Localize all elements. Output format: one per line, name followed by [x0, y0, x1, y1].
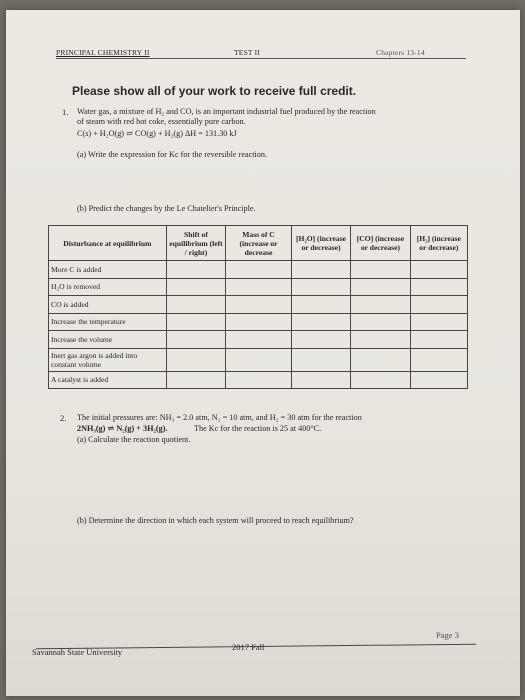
- disturbance-cell: Inert gas argon is added into constant volume: [49, 348, 167, 371]
- test-title: TEST II: [234, 48, 261, 57]
- table-header: Shift of equilibrium (left / right): [166, 226, 225, 261]
- disturbance-cell: H₂O is removed: [49, 278, 167, 296]
- table-header: [CO] (increase or decrease): [351, 226, 410, 261]
- answer-cell[interactable]: [351, 296, 410, 314]
- answer-cell[interactable]: [226, 331, 292, 349]
- disturbance-cell: More C is added: [49, 261, 167, 279]
- answer-cell[interactable]: [291, 371, 350, 389]
- answer-cell[interactable]: [410, 348, 467, 371]
- answer-cell[interactable]: [351, 348, 410, 371]
- answer-cell[interactable]: [410, 313, 467, 331]
- table-header: [H₂O] (increase or decrease): [291, 226, 350, 261]
- table-row: [49, 296, 468, 314]
- answer-cell[interactable]: [351, 371, 410, 389]
- le-chatelier-table: [48, 225, 468, 389]
- answer-cell[interactable]: [291, 296, 350, 314]
- table-row: [49, 278, 468, 296]
- answer-cell[interactable]: [226, 348, 292, 371]
- footer-university: Savannah State University: [32, 647, 123, 657]
- q1-number: 1.: [62, 107, 69, 117]
- table-row: [49, 331, 468, 349]
- answer-cell[interactable]: [351, 331, 410, 349]
- answer-cell[interactable]: [226, 313, 292, 331]
- table-header-row: [49, 226, 468, 261]
- q2-part-b: (b) Determine the direction in which each system will proceed to reach equilibrium?: [77, 516, 354, 525]
- answer-cell[interactable]: [410, 296, 467, 314]
- answer-cell[interactable]: [291, 313, 350, 331]
- answer-cell[interactable]: [291, 261, 350, 279]
- table-row: [49, 313, 468, 331]
- q1-equation: C(s) + H₂O(g) ⇌ CO(g) + H₂(g) ΔH = 131.30 kJ: [77, 129, 237, 138]
- answer-cell[interactable]: [226, 371, 292, 389]
- footer-term: 2017 Fall: [232, 642, 265, 652]
- q1-text-line2: of steam with red hot coke, essentially pure carbon.: [77, 117, 246, 126]
- q2-text-line1: The initial pressures are: NH₃ = 2.0 atm, N₂ = 10 atm, and H₂ = 30 atm for the reaction: [77, 413, 362, 422]
- q1-part-b: (b) Predict the changes by the Le Chatelier's Principle.: [77, 204, 256, 213]
- header-rule: [56, 58, 466, 59]
- table-header: [H₂] (increase or decrease): [410, 226, 467, 261]
- table-header: Disturbance at equilibrium: [49, 226, 167, 261]
- table-row: [49, 348, 468, 371]
- answer-cell[interactable]: [226, 296, 292, 314]
- q1-part-a: (a) Write the expression for Kc for the reversible reaction.: [77, 150, 268, 159]
- exam-page: [6, 10, 520, 696]
- q2-equation: 2NH₃(g) ⇌ N₂(g) + 3H₂(g).: [77, 424, 168, 433]
- answer-cell[interactable]: [351, 313, 410, 331]
- answer-cell[interactable]: [166, 261, 225, 279]
- answer-cell[interactable]: [351, 261, 410, 279]
- answer-cell[interactable]: [166, 348, 225, 371]
- answer-cell[interactable]: [291, 278, 350, 296]
- answer-cell[interactable]: [166, 331, 225, 349]
- answer-cell[interactable]: [166, 313, 225, 331]
- q2-part-a: (a) Calculate the reaction quotient.: [77, 435, 191, 444]
- answer-cell[interactable]: [410, 331, 467, 349]
- table-row: [49, 261, 468, 279]
- disturbance-cell: A catalyst is added: [49, 371, 167, 389]
- answer-cell[interactable]: [226, 261, 292, 279]
- chapters-label: Chapters 13-14: [376, 48, 425, 57]
- answer-cell[interactable]: [166, 371, 225, 389]
- disturbance-cell: Increase the volume: [49, 331, 167, 349]
- answer-cell[interactable]: [166, 278, 225, 296]
- answer-cell[interactable]: [226, 278, 292, 296]
- answer-cell[interactable]: [410, 371, 467, 389]
- q1-text-line1: Water gas, a mixture of H₂ and CO, is an important industrial fuel produced by the reaction: [77, 107, 376, 116]
- footer-page-number: Page 3: [436, 630, 459, 640]
- q2-number: 2.: [60, 413, 67, 423]
- answer-cell[interactable]: [291, 348, 350, 371]
- answer-cell[interactable]: [410, 261, 467, 279]
- answer-cell[interactable]: [166, 296, 225, 314]
- answer-cell[interactable]: [410, 278, 467, 296]
- answer-cell[interactable]: [291, 331, 350, 349]
- disturbance-cell: CO is added: [49, 296, 167, 314]
- table-row: [49, 371, 468, 389]
- q2-k-note: The Kc for the reaction is 25 at 400°C.: [194, 424, 322, 433]
- answer-cell[interactable]: [351, 278, 410, 296]
- course-title: PRINCIPAL CHEMISTRY II: [56, 48, 150, 57]
- instruction-heading: Please show all of your work to receive full credit.: [72, 84, 357, 98]
- disturbance-cell: Increase the temperature: [49, 313, 167, 331]
- table-header: Mass of C (increase or decrease: [226, 226, 292, 261]
